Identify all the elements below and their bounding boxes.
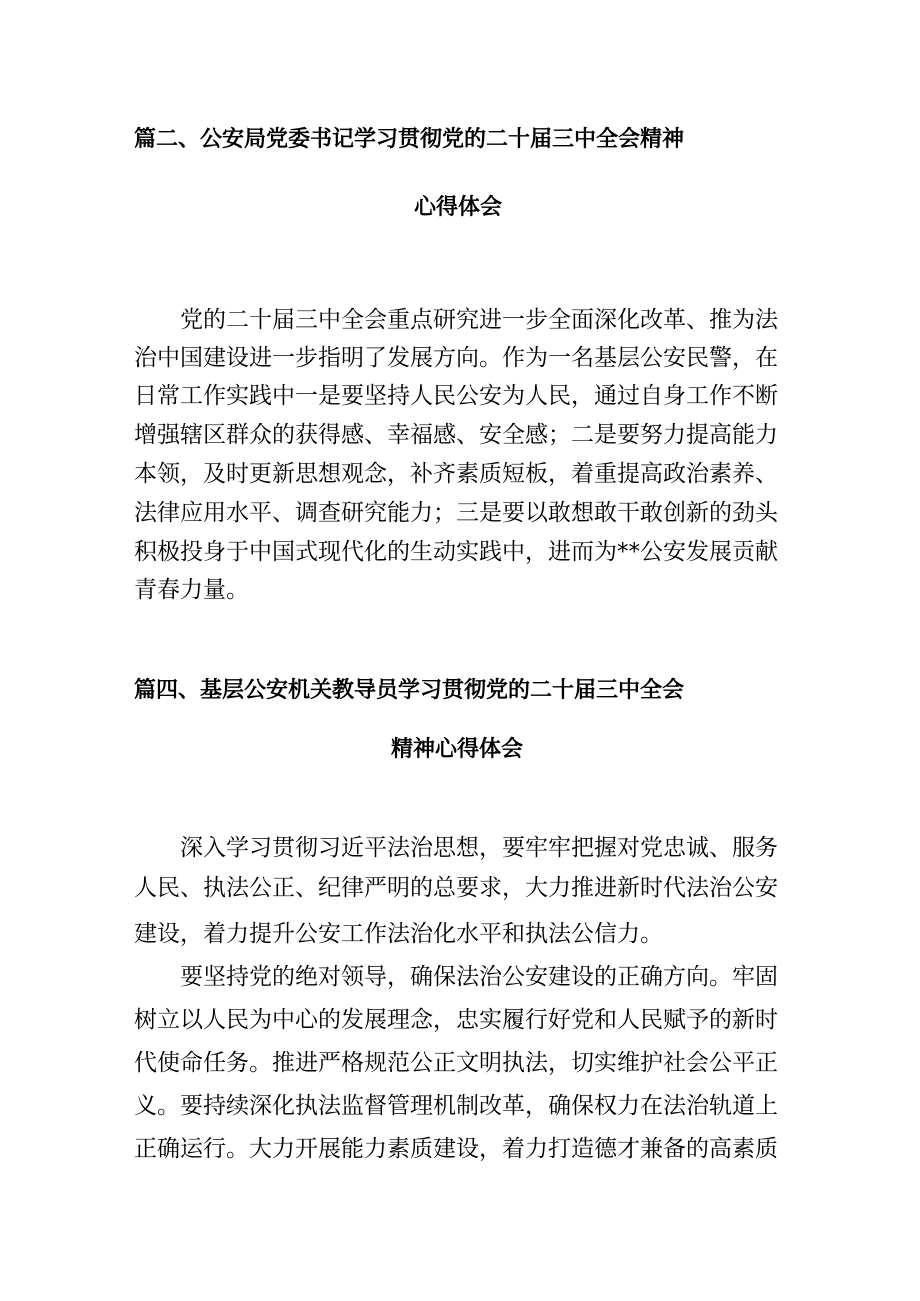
paragraph-line: 建设，着力提升公安工作法治化水平和执法公信力。 (134, 921, 663, 947)
paragraph-line: 党的二十届三中全会重点研究进一步全面深化改革、推为法 (180, 307, 778, 333)
paragraph-line: 治中国建设进一步指明了发展方向。作为一名基层公安民警，在 (134, 345, 778, 371)
paragraph-line: 人民、执法公正、纪律严明的总要求，大力推进新时代法治公安 (134, 875, 778, 901)
paragraph-line: 本领，及时更新思想观念，补齐素质短板，着重提高政治素养、 (134, 461, 778, 487)
paragraph-line: 积极投身于中国式现代化的生动实践中，进而为**公安发展贡献 (134, 539, 778, 565)
section-title-line-2: 心得体会 (414, 195, 503, 220)
paragraph-line: 法律应用水平、调查研究能力；三是要以敢想敢干敢创新的劲头 (134, 500, 778, 526)
paragraph-line: 义。要持续深化执法监督管理机制改革，确保权力在法治轨道上 (134, 1093, 778, 1119)
paragraph-line: 增强辖区群众的获得感、幸福感、安全感；二是要努力提高能力 (134, 422, 778, 448)
paragraph-line: 深入学习贯彻习近平法治思想，要牢牢把握对党忠诚、服务 (180, 835, 778, 861)
paragraph-line: 正确运行。大力开展能力素质建设，着力打造德才兼备的高素质 (134, 1136, 778, 1162)
section-title-line-2: 精神心得体会 (391, 737, 524, 762)
section-title-line-1: 篇二、公安局党委书记学习贯彻党的二十届三中全会精神 (134, 127, 685, 152)
paragraph-line: 树立以人民为中心的发展理念，忠实履行好党和人民赋予的新时 (134, 1007, 778, 1033)
section-title-line-1: 篇四、基层公安机关教导员学习贯彻党的二十届三中全会 (134, 678, 685, 703)
paragraph-line: 要坚持党的绝对领导，确保法治公安建设的正确方向。牢固 (180, 964, 778, 990)
paragraph-line: 日常工作实践中一是要坚持人民公安为人民，通过自身工作不断 (134, 383, 778, 409)
paragraph-line: 代使命任务。推进严格规范公正文明执法，切实维护社会公平正 (134, 1050, 778, 1076)
paragraph-line: 青春力量。 (134, 577, 249, 603)
